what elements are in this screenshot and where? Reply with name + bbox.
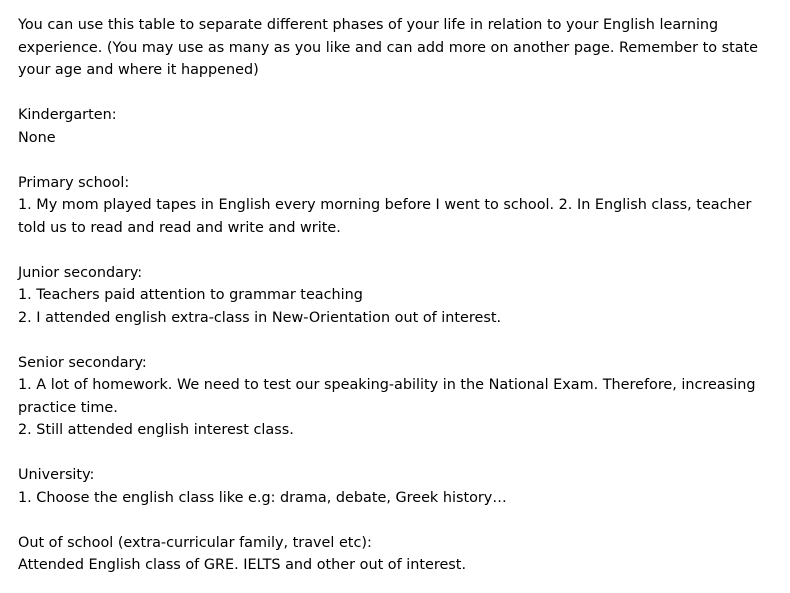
section-line: 2. Still attended english interest class. — [18, 422, 294, 438]
section-line: 1. Choose the english class like e.g: drama, debate, Greek history… — [18, 489, 507, 506]
section-line: 2. I attended english extra-class in New-Orientation out of interest. — [18, 309, 502, 326]
section-line: 1. A lot of homework. We need to test our speaking-ability in the National Exam. Therefore, increasing practice time. — [18, 377, 761, 416]
section-university — [18, 464, 776, 509]
section-line: 1. Teachers paid attention to grammar teaching — [18, 287, 363, 303]
section-line: Attended English class of GRE. IELTS and other out of interest. — [18, 557, 467, 573]
section-heading: Out of school (extra-curricular family, travel etc): — [18, 534, 372, 551]
section-out-of-school — [18, 532, 776, 577]
section-junior-secondary — [18, 262, 776, 330]
section-heading: Junior secondary: — [18, 264, 143, 281]
section-heading: Senior secondary: — [18, 354, 147, 371]
section-kindergarten — [18, 104, 776, 149]
section-line: None — [18, 129, 56, 146]
intro-paragraph: You can use this table to separate different phases of your life in relation to your English learning experience. (You may use as many as you like and can add more on another page. Remember to state your age and where it happened) — [18, 17, 759, 78]
section-heading: Primary school: — [18, 174, 130, 191]
section-line: 1. My mom played tapes in English every morning before I went to school. 2. In English class, teacher told us to read and read and write and write. — [18, 197, 756, 236]
section-primary-school — [18, 172, 776, 240]
section-senior-secondary — [18, 352, 776, 442]
section-heading: Kindergarten: — [18, 107, 117, 123]
section-heading: University: — [18, 467, 95, 483]
